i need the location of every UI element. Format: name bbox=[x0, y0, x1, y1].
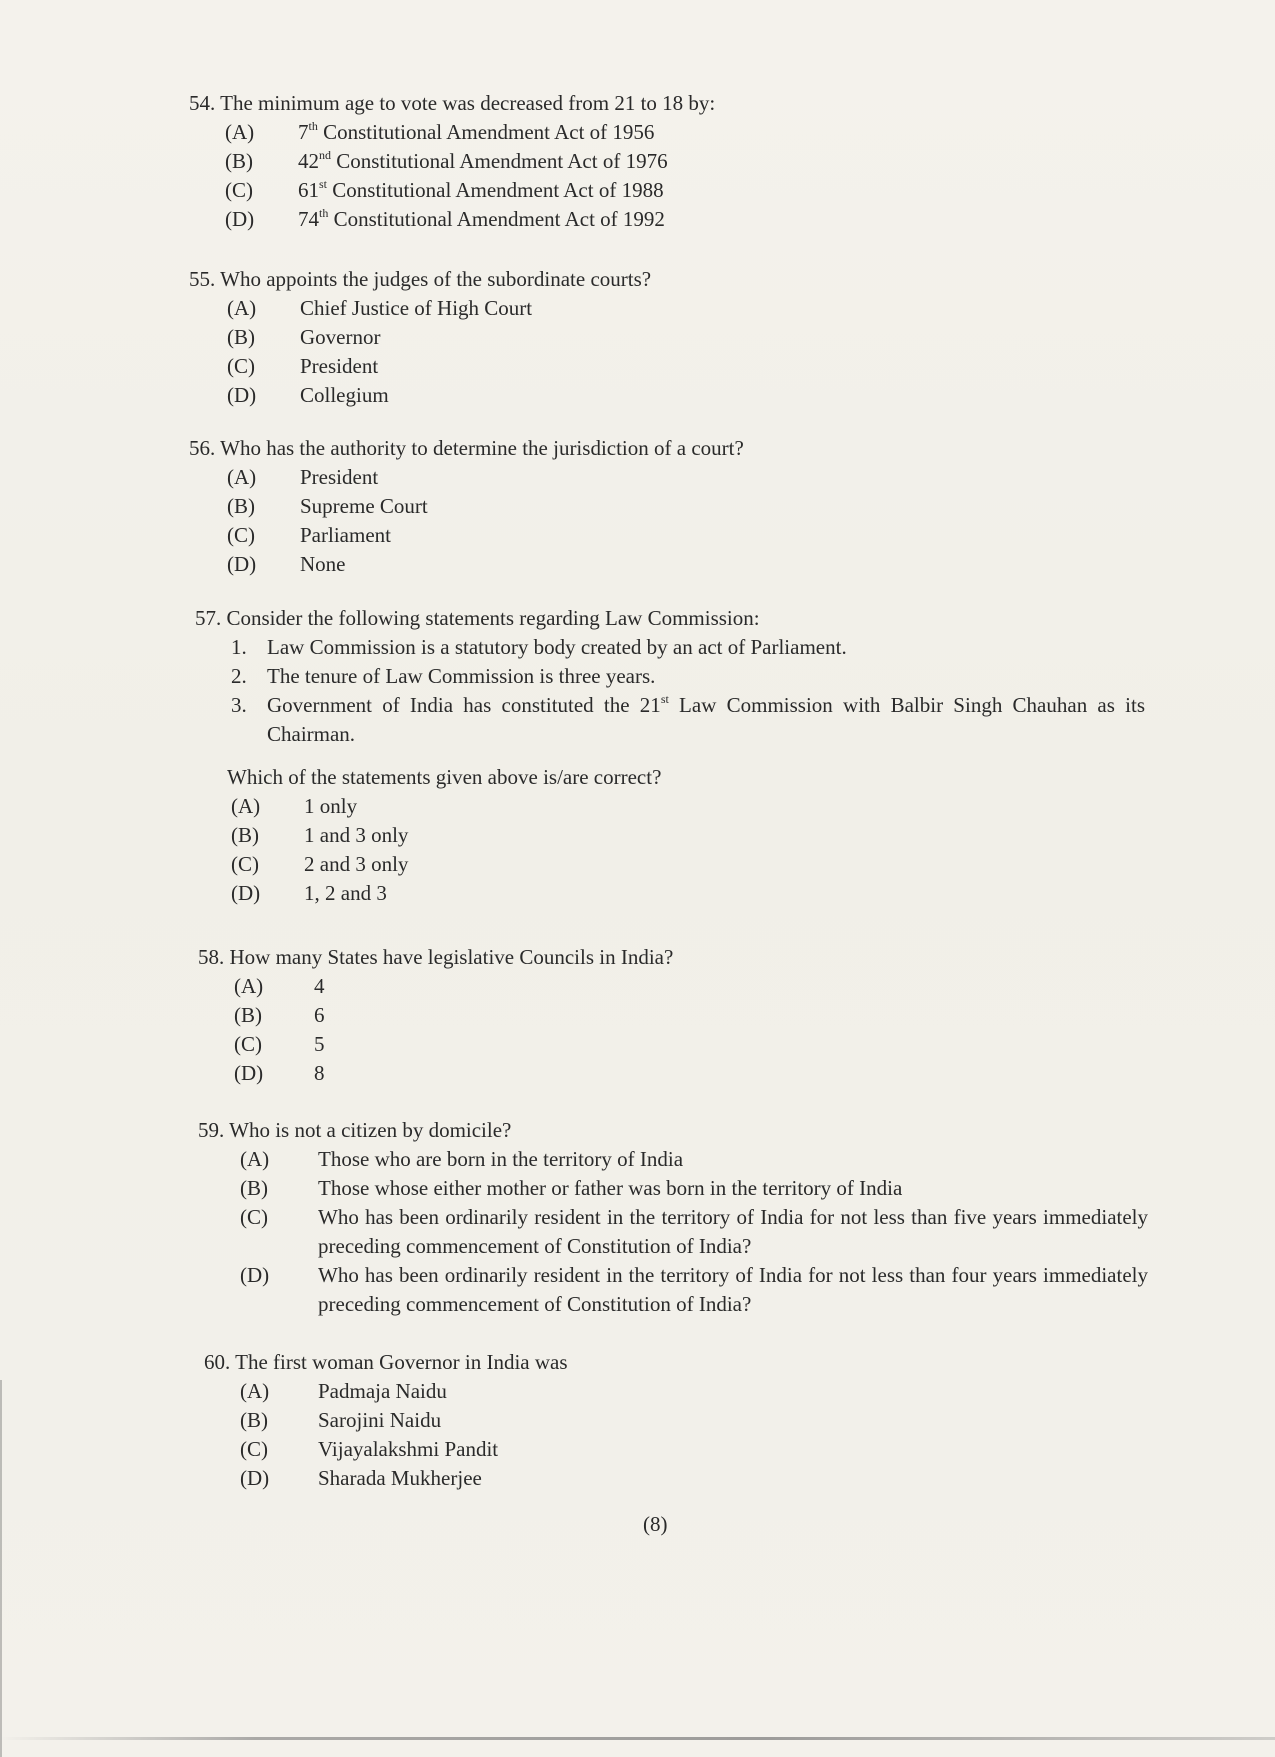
option-letter: (C) bbox=[227, 523, 255, 547]
option-b bbox=[198, 1174, 1148, 1203]
question-text: 58. How many States have legislative Councils in India? bbox=[198, 945, 674, 969]
option-b bbox=[204, 1406, 568, 1435]
option-text: Those whose either mother or father was born in the territory of India bbox=[318, 1176, 903, 1200]
question-57 bbox=[195, 604, 1145, 908]
option-text bbox=[298, 176, 664, 205]
question-55 bbox=[189, 265, 651, 410]
page-number: (8) bbox=[643, 1512, 668, 1536]
options-list bbox=[189, 118, 715, 234]
option-text: Who has been ordinarily resident in the territory of India for not less than four years immediately preceding commencement of Constitution of India? bbox=[318, 1263, 1148, 1316]
option-letter: (A) bbox=[240, 1147, 270, 1171]
statement-3 bbox=[195, 691, 1145, 749]
question-54 bbox=[189, 89, 715, 234]
statement-number: 2. bbox=[231, 664, 247, 688]
option-a bbox=[204, 1377, 568, 1406]
question-58 bbox=[198, 943, 673, 1088]
option-b bbox=[189, 492, 744, 521]
option-text bbox=[298, 118, 654, 147]
statement-text: Law Commission is a statutory body created by an act of Parliament. bbox=[267, 635, 847, 659]
option-text: Governor bbox=[300, 325, 381, 349]
options-list bbox=[204, 1377, 568, 1493]
question-56 bbox=[189, 434, 744, 579]
ordinal-number: 61 bbox=[298, 178, 319, 202]
question-text: 59. Who is not a citizen by domicile? bbox=[198, 1118, 512, 1142]
option-c bbox=[195, 850, 1145, 879]
ordinal-suffix: st bbox=[660, 692, 669, 706]
option-d bbox=[198, 1261, 1148, 1319]
option-text: Chief Justice of High Court bbox=[300, 296, 533, 320]
option-b bbox=[198, 1001, 673, 1030]
option-letter: (B) bbox=[234, 1003, 262, 1027]
option-text: 1, 2 and 3 bbox=[304, 881, 387, 905]
options-list bbox=[195, 792, 1145, 908]
option-letter: (A) bbox=[227, 465, 257, 489]
statement-2 bbox=[195, 662, 1145, 691]
ordinal-number: 74 bbox=[298, 207, 319, 231]
option-text: None bbox=[300, 552, 346, 576]
option-text bbox=[298, 147, 668, 176]
statement-1 bbox=[195, 633, 1145, 662]
option-letter: (D) bbox=[227, 552, 257, 576]
option-a bbox=[195, 792, 1145, 821]
options-list bbox=[189, 294, 651, 410]
option-text: Collegium bbox=[300, 383, 389, 407]
question-text: 60. The first woman Governor in India was bbox=[204, 1350, 568, 1374]
option-text: Padmaja Naidu bbox=[318, 1379, 447, 1403]
statements-list bbox=[195, 633, 1145, 749]
option-c bbox=[189, 176, 715, 205]
option-b bbox=[195, 821, 1145, 850]
option-text: 5 bbox=[314, 1032, 325, 1056]
option-text: Vijayalakshmi Pandit bbox=[318, 1437, 499, 1461]
option-rest: Constitutional Amendment Act of 1956 bbox=[317, 120, 655, 144]
option-letter: (C) bbox=[240, 1437, 268, 1461]
option-text: 8 bbox=[314, 1061, 325, 1085]
option-letter: (D) bbox=[227, 383, 257, 407]
scan-edge-line bbox=[0, 1737, 1275, 1740]
ordinal-suffix: nd bbox=[319, 148, 331, 162]
option-letter: (B) bbox=[225, 149, 253, 173]
option-letter: (A) bbox=[225, 120, 255, 144]
option-letter: (A) bbox=[231, 794, 261, 818]
option-d bbox=[198, 1059, 673, 1088]
question-text: 56. Who has the authority to determine the jurisdiction of a court? bbox=[189, 436, 744, 460]
option-letter: (A) bbox=[240, 1379, 270, 1403]
option-d bbox=[189, 550, 744, 579]
option-text: President bbox=[300, 465, 379, 489]
option-text: Sharada Mukherjee bbox=[318, 1466, 482, 1490]
option-text: Parliament bbox=[300, 523, 391, 547]
option-letter: (D) bbox=[234, 1061, 264, 1085]
ordinal-number: 7 bbox=[298, 120, 309, 144]
option-letter: (B) bbox=[240, 1408, 268, 1432]
option-text: 4 bbox=[314, 974, 325, 998]
option-text: Those who are born in the territory of India bbox=[318, 1147, 684, 1171]
option-letter: (B) bbox=[227, 494, 255, 518]
option-d bbox=[204, 1464, 568, 1493]
option-d bbox=[189, 205, 715, 234]
sub-question-text: Which of the statements given above is/are correct? bbox=[227, 765, 662, 789]
question-text: 54. The minimum age to vote was decreased from 21 to 18 by: bbox=[189, 91, 716, 115]
option-letter: (D) bbox=[231, 881, 261, 905]
option-letter: (D) bbox=[225, 207, 255, 231]
option-rest: Constitutional Amendment Act of 1976 bbox=[331, 149, 668, 173]
option-a bbox=[189, 294, 651, 323]
ordinal-number: 42 bbox=[298, 149, 319, 173]
question-59 bbox=[198, 1116, 1148, 1319]
question-60 bbox=[204, 1348, 568, 1493]
option-rest: Constitutional Amendment Act of 1988 bbox=[327, 178, 664, 202]
option-c bbox=[189, 521, 744, 550]
option-d bbox=[195, 879, 1145, 908]
option-a bbox=[189, 118, 715, 147]
ordinal-suffix: th bbox=[319, 206, 329, 220]
option-letter: (D) bbox=[240, 1466, 270, 1490]
statement-text-part: Law Commission with Balbir Singh Chauhan as its Chairman. bbox=[267, 693, 1146, 746]
option-c bbox=[204, 1435, 568, 1464]
option-text bbox=[298, 205, 665, 234]
option-letter: (B) bbox=[231, 823, 259, 847]
option-a bbox=[198, 1145, 1148, 1174]
option-c bbox=[198, 1030, 673, 1059]
option-letter: (C) bbox=[234, 1032, 262, 1056]
option-letter: (C) bbox=[225, 178, 253, 202]
ordinal-suffix: st bbox=[319, 177, 328, 191]
statement-text: The tenure of Law Commission is three years. bbox=[267, 664, 656, 688]
option-a bbox=[198, 972, 673, 1001]
option-rest: Constitutional Amendment Act of 1992 bbox=[328, 207, 665, 231]
option-letter: (C) bbox=[240, 1205, 268, 1229]
statement-number: 1. bbox=[231, 635, 247, 659]
option-letter: (D) bbox=[240, 1263, 270, 1287]
option-letter: (A) bbox=[227, 296, 257, 320]
ordinal-suffix: th bbox=[308, 119, 318, 133]
option-text: 1 and 3 only bbox=[304, 823, 409, 847]
question-text: 57. Consider the following statements regarding Law Commission: bbox=[195, 606, 760, 630]
option-b bbox=[189, 147, 715, 176]
option-letter: (B) bbox=[227, 325, 255, 349]
option-text: Who has been ordinarily resident in the territory of India for not less than five years immediately preceding commencement of Constitution of India? bbox=[318, 1205, 1148, 1258]
option-text: 2 and 3 only bbox=[304, 852, 409, 876]
option-c bbox=[189, 352, 651, 381]
question-text: 55. Who appoints the judges of the subordinate courts? bbox=[189, 267, 652, 291]
option-letter: (C) bbox=[227, 354, 255, 378]
option-text: 1 only bbox=[304, 794, 358, 818]
option-d bbox=[189, 381, 651, 410]
option-letter: (C) bbox=[231, 852, 259, 876]
option-text: Supreme Court bbox=[300, 494, 428, 518]
statement-number: 3. bbox=[231, 693, 247, 717]
scan-left-edge bbox=[0, 1380, 2, 1757]
options-list bbox=[198, 972, 673, 1088]
options-list bbox=[198, 1145, 1148, 1319]
option-b bbox=[189, 323, 651, 352]
option-c bbox=[198, 1203, 1148, 1261]
option-text: President bbox=[300, 354, 379, 378]
option-text: 6 bbox=[314, 1003, 325, 1027]
option-text: Sarojini Naidu bbox=[318, 1408, 442, 1432]
options-list bbox=[189, 463, 744, 579]
option-a bbox=[189, 463, 744, 492]
option-letter: (B) bbox=[240, 1176, 268, 1200]
statement-text-part: Government of India has constituted the 21 bbox=[267, 693, 661, 717]
option-letter: (A) bbox=[234, 974, 264, 998]
statement-text bbox=[267, 691, 1145, 749]
